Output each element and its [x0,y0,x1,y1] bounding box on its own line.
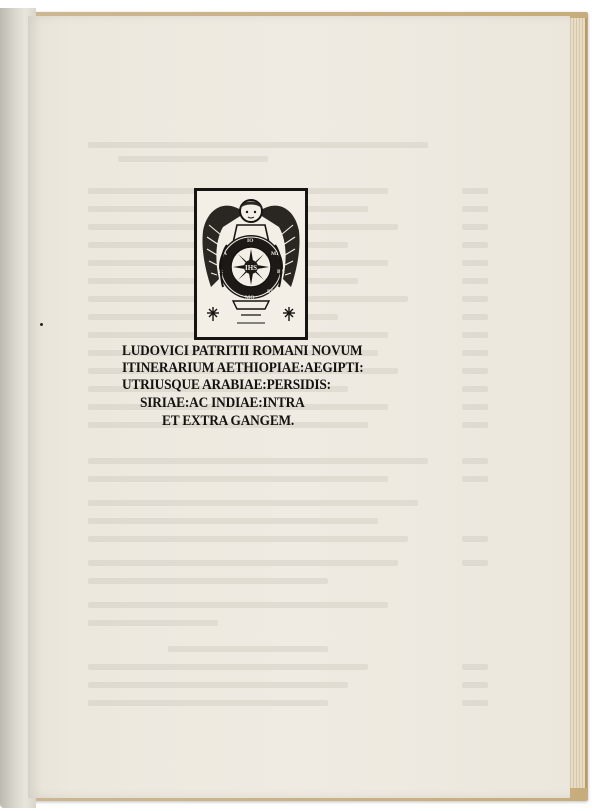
title-line-5: ET EXTRA GANGEM. [162,413,295,429]
svg-text:MI: MI [271,251,279,257]
title-line-4: SIRIAE:AC INDIAE:INTRA [140,395,305,411]
svg-text:E: E [223,287,227,293]
svg-text:BA: BA [277,269,285,275]
svg-text:IO: IO [247,238,254,244]
svg-text:MO: MO [245,295,255,301]
woodcut-angel-ihs-device [194,188,308,340]
svg-text:R: R [219,269,223,275]
svg-text:A: A [223,251,227,257]
title-line-3: UTRIUSQUE ARABIAE:PERSIDIS: [122,377,331,393]
ink-speck [40,323,43,326]
title-line-2: ITINERARIUM AETHIOPIAE:AEGIPTI: [122,360,364,376]
svg-text:RO: RO [267,289,276,295]
ihs-monogram: IHS [244,264,258,272]
title-line-1: LUDOVICI PATRITII ROMANI NOVUM [122,343,363,359]
angel-roundel-illustration [197,191,305,337]
